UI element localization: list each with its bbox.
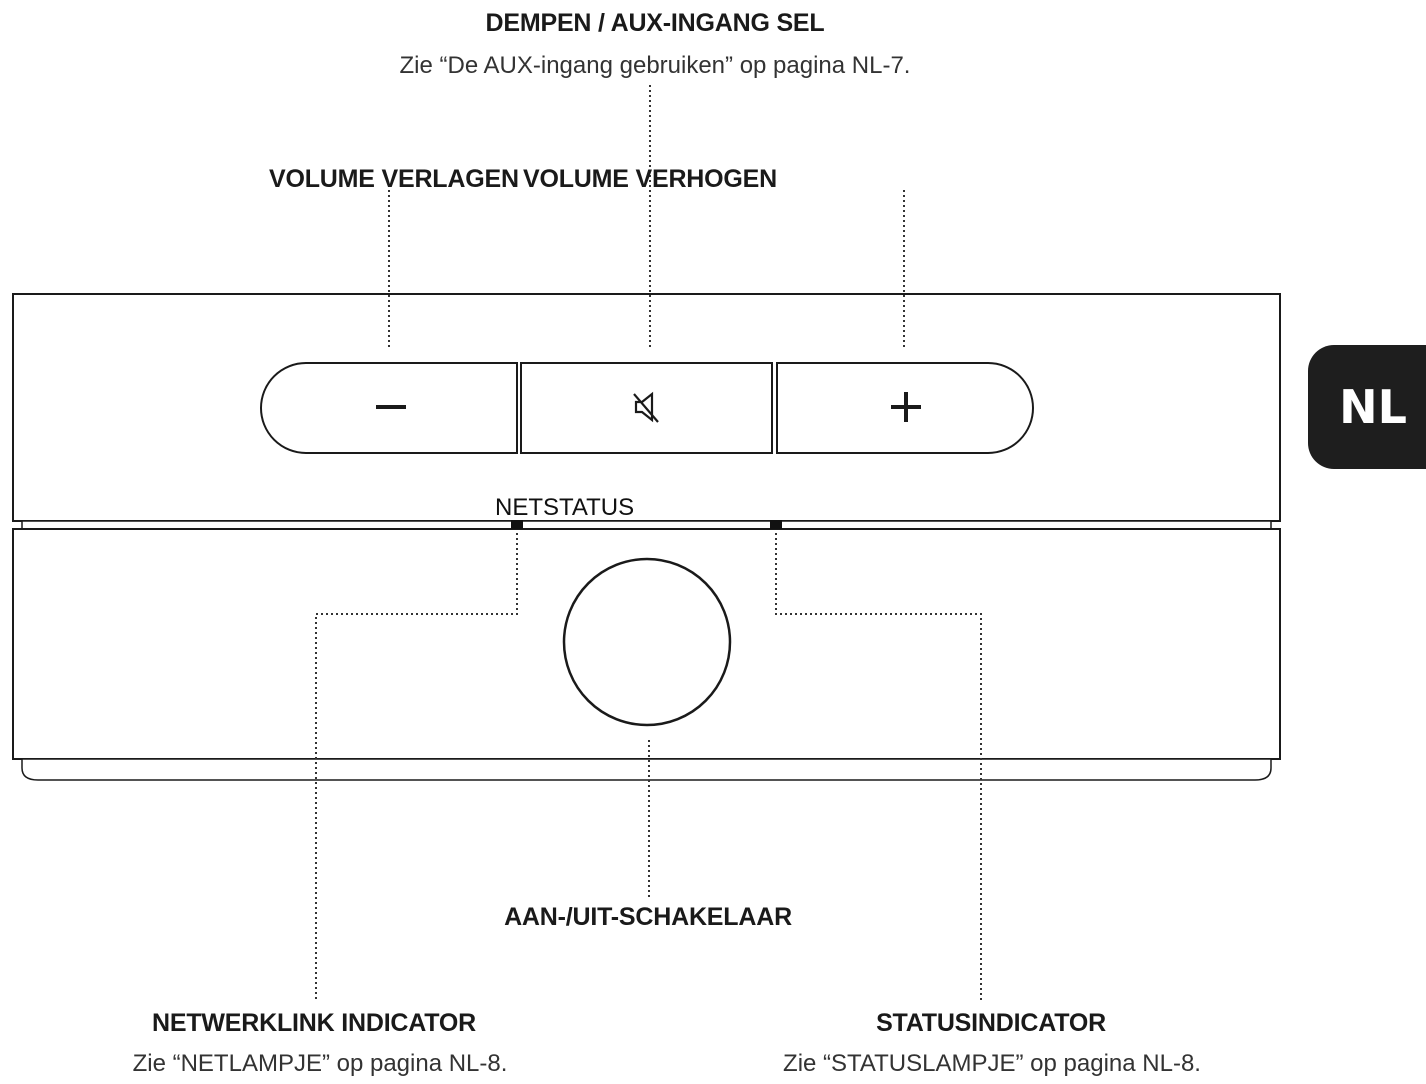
status-indicator-label: STATUSINDICATOR bbox=[876, 1009, 1106, 1037]
power-switch[interactable] bbox=[564, 559, 730, 725]
mute-label: DEMPEN / AUX-INGANG SEL bbox=[485, 9, 825, 37]
minus-icon bbox=[376, 405, 406, 409]
volume-down-label: VOLUME VERLAGEN bbox=[269, 165, 519, 193]
device-separator bbox=[22, 521, 1271, 529]
network-link-label: NETWERKLINK INDICATOR bbox=[151, 1009, 477, 1037]
mute-reference: Zie “De AUX-ingang gebruiken” op pagina NL-7. bbox=[399, 52, 911, 79]
status-indicator-reference: Zie “STATUSLAMPJE” op pagina NL-8. bbox=[783, 1050, 1201, 1077]
network-link-reference: Zie “NETLAMPJE” op pagina NL-8. bbox=[132, 1050, 508, 1077]
device-base bbox=[22, 759, 1271, 780]
status-indicator bbox=[770, 520, 782, 529]
language-tab: NL bbox=[1308, 345, 1426, 469]
netstatus-label: NETSTATUS bbox=[495, 494, 635, 521]
power-switch-label: AAN-/UIT-SCHAKELAAR bbox=[504, 903, 792, 931]
volume-up-label: VOLUME VERHOGEN bbox=[523, 165, 777, 193]
